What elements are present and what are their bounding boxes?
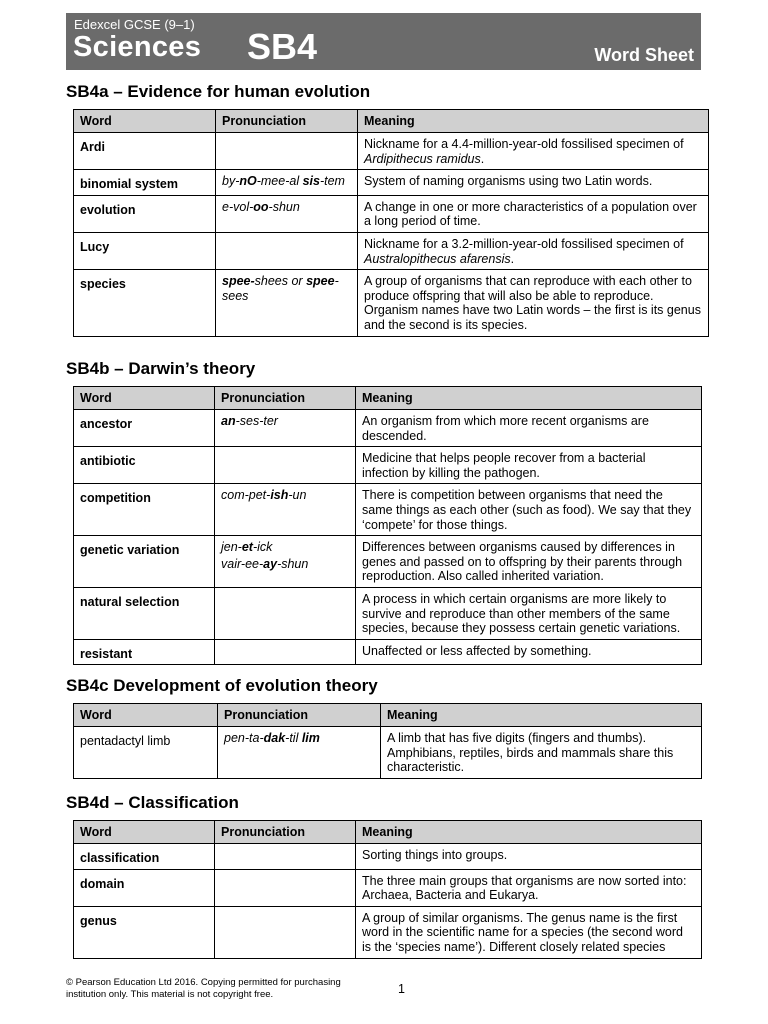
pronunciation-cell [216, 232, 358, 269]
term-cell: pentadactyl limb [74, 727, 218, 779]
glossary-table [73, 703, 702, 779]
column-header: Pronunciation [215, 821, 356, 844]
meaning-text: A process in which certain organisms are more likely to survive and reproduce than other members of the same species, because they possess certain genetic variations. [362, 591, 681, 636]
meaning-text: There is competition between organisms that need the same things as each other (such as food). We say that they ‘compete’ for those things. [362, 488, 692, 532]
meaning-cell [356, 484, 702, 536]
syllable-text: pen-ta- [224, 731, 264, 745]
pronunciation-cell [215, 906, 356, 958]
meaning-cell [356, 447, 702, 484]
stressed-syllable: oo [253, 199, 269, 214]
column-header: Word [74, 821, 215, 844]
pronunciation-line [222, 174, 351, 189]
meaning-cell [358, 170, 709, 196]
meaning-text: A group of organisms that can reproduce with each other to produce offspring that will also be able to reproduce. Organism names have two Latin words – the first is its genus and the second is its species. [364, 274, 701, 332]
table-row [74, 869, 702, 906]
table-row [74, 195, 709, 232]
meaning-cell [356, 587, 702, 639]
column-header: Word [74, 110, 216, 133]
meaning-text: System of naming organisms using two Latin words. [364, 174, 653, 189]
table-row [74, 906, 702, 958]
pronunciation-cell [215, 410, 356, 447]
pronunciation-line [221, 557, 349, 572]
pronunciation-cell [218, 727, 381, 779]
column-header: Meaning [356, 821, 702, 844]
term-cell: Lucy [74, 232, 216, 269]
term-cell: antibiotic [74, 447, 215, 484]
syllable-text: vair-ee- [221, 556, 264, 571]
meaning-text: . [480, 151, 485, 166]
syllable-text: -sees [222, 274, 339, 303]
pronunciation-cell [215, 536, 356, 588]
page-header [66, 13, 701, 70]
syllable-text: -ses-ter [235, 414, 278, 428]
term-cell: resistant [74, 639, 215, 665]
table-row [74, 270, 709, 336]
term-cell: classification [74, 844, 215, 870]
glossary-table [73, 820, 702, 959]
pronunciation-cell [215, 447, 356, 484]
glossary-table [73, 386, 702, 665]
section-title: SB4d – Classification [66, 793, 239, 812]
column-header: Word [74, 387, 215, 410]
syllable-text: -tem [319, 174, 345, 189]
stressed-syllable: nO [239, 174, 257, 189]
column-header: Pronunciation [215, 387, 356, 410]
table-row [74, 536, 702, 588]
meaning-text: The three main groups that organisms are now sorted into: Archaea, Bacteria and Eukarya. [362, 873, 687, 903]
subject-title: Sciences [73, 31, 202, 63]
column-header: Pronunciation [218, 704, 381, 727]
meaning-cell [356, 410, 702, 447]
stressed-syllable: ish [270, 488, 289, 503]
pronunciation-line [222, 274, 351, 303]
pronunciation-cell [215, 869, 356, 906]
term-cell: evolution [74, 195, 216, 232]
term-cell: domain [74, 869, 215, 906]
pronunciation-line [221, 488, 349, 503]
pronunciation-cell [216, 195, 358, 232]
table-row [74, 587, 702, 639]
pronunciation-cell [215, 587, 356, 639]
syllable-text: -shun [268, 199, 300, 214]
pronunciation-cell [216, 270, 358, 336]
term-cell: binomial system [74, 170, 216, 196]
syllable-text: shees or [254, 274, 307, 289]
meaning-text: . [510, 251, 515, 266]
meaning-text: Differences between organisms caused by differences in genes and passed on to offspring by their parents through reproduction. Also called inherited variation. [362, 540, 683, 584]
meaning-cell [358, 232, 709, 269]
section-title: SB4a – Evidence for human evolution [66, 82, 371, 101]
column-header: Meaning [356, 387, 702, 410]
table-row [74, 447, 702, 484]
meaning-text: Nickname for a 3.2-million-year-old fossilised specimen of [364, 236, 684, 251]
section-title: SB4c Development of evolution theory [66, 676, 378, 695]
meaning-text: An organism from which more recent organisms are descended. [362, 414, 649, 443]
syllable-text: -ick [252, 540, 273, 555]
table-row [74, 133, 709, 170]
sheet-type-label: Word Sheet [594, 45, 694, 65]
meaning-cell [356, 869, 702, 906]
term-cell: Ardi [74, 133, 216, 170]
table-row [74, 484, 702, 536]
syllable-text: by- [222, 174, 240, 189]
pronunciation-line [221, 540, 349, 555]
table-header-row [74, 387, 702, 410]
stressed-syllable: et [241, 540, 253, 555]
syllable-text: -un [288, 488, 307, 503]
term-cell: natural selection [74, 587, 215, 639]
section-sb4a [66, 81, 709, 337]
meaning-cell [358, 133, 709, 170]
stressed-syllable: lim [301, 731, 320, 745]
meaning-cell [358, 195, 709, 232]
pronunciation-line [221, 414, 349, 429]
pronunciation-cell [215, 844, 356, 870]
stressed-syllable: spee [306, 274, 335, 289]
table-row [74, 170, 709, 196]
section-title: SB4b – Darwin’s theory [66, 359, 256, 378]
table-row [74, 232, 709, 269]
term-cell: genetic variation [74, 536, 215, 588]
column-header: Pronunciation [216, 110, 358, 133]
meaning-text: A change in one or more characteristics of a population over a long period of time. [364, 199, 697, 229]
table-header-row [74, 704, 702, 727]
term-cell: ancestor [74, 410, 215, 447]
term-cell: genus [74, 906, 215, 958]
meaning-cell [358, 270, 709, 336]
table-header-row [74, 821, 702, 844]
page-number: 1 [398, 982, 405, 996]
meaning-cell [356, 844, 702, 870]
meaning-text: A group of similar organisms. The genus name is the first word in the scientific name for a species (the second word is the ‘species name’). Different closely related species [362, 910, 683, 954]
scientific-name: Australopithecus afarensis [364, 251, 511, 266]
section-sb4b [66, 358, 702, 665]
meaning-cell [356, 639, 702, 665]
stressed-syllable: dak [263, 731, 286, 745]
scientific-name: Ardipithecus ramidus [364, 151, 481, 166]
term-cell: species [74, 270, 216, 336]
pronunciation-cell [215, 484, 356, 536]
copyright-notice: © Pearson Education Ltd 2016. Copying permitted for purchasing institution only. This material is not copyright free. [66, 977, 341, 1000]
section-sb4c [66, 675, 702, 779]
meaning-text: A limb that has five digits (fingers and thumbs). Amphibians, reptiles, birds and mammals share this characteristic. [387, 731, 674, 775]
table-row [74, 410, 702, 447]
meaning-cell [356, 906, 702, 958]
table-row [74, 727, 702, 779]
exam-board-label: Edexcel GCSE (9–1) [74, 17, 195, 32]
stressed-syllable: sis [302, 174, 320, 189]
meaning-text: Medicine that helps people recover from a bacterial infection by killing the pathogen. [362, 451, 646, 480]
syllable-text: -mee-al [256, 174, 303, 189]
stressed-syllable: ay [263, 556, 278, 571]
unit-code: SB4 [247, 26, 318, 67]
meaning-text: Unaffected or less affected by something. [362, 643, 592, 658]
pronunciation-cell [216, 170, 358, 196]
glossary-table [73, 109, 709, 337]
table-header-row [74, 110, 709, 133]
term-cell: competition [74, 484, 215, 536]
table-row [74, 639, 702, 665]
meaning-cell [381, 727, 702, 779]
column-header: Meaning [381, 704, 702, 727]
pronunciation-line [222, 200, 351, 215]
pronunciation-line [224, 731, 374, 746]
syllable-text: com-pet- [221, 488, 271, 503]
section-sb4d [66, 792, 702, 959]
stressed-syllable: spee- [222, 274, 255, 289]
table-row [74, 844, 702, 870]
syllable-text: e-vol- [222, 199, 254, 214]
meaning-cell [356, 536, 702, 588]
meaning-text: Sorting things into groups. [362, 848, 508, 862]
stressed-syllable: an [221, 414, 236, 428]
column-header: Meaning [358, 110, 709, 133]
pronunciation-cell [216, 133, 358, 170]
column-header: Word [74, 704, 218, 727]
syllable-text: -shun [277, 556, 309, 571]
syllable-text: -til [285, 731, 302, 745]
syllable-text: jen- [221, 540, 242, 555]
pronunciation-cell [215, 639, 356, 665]
meaning-text: Nickname for a 4.4-million-year-old fossilised specimen of [364, 137, 684, 151]
